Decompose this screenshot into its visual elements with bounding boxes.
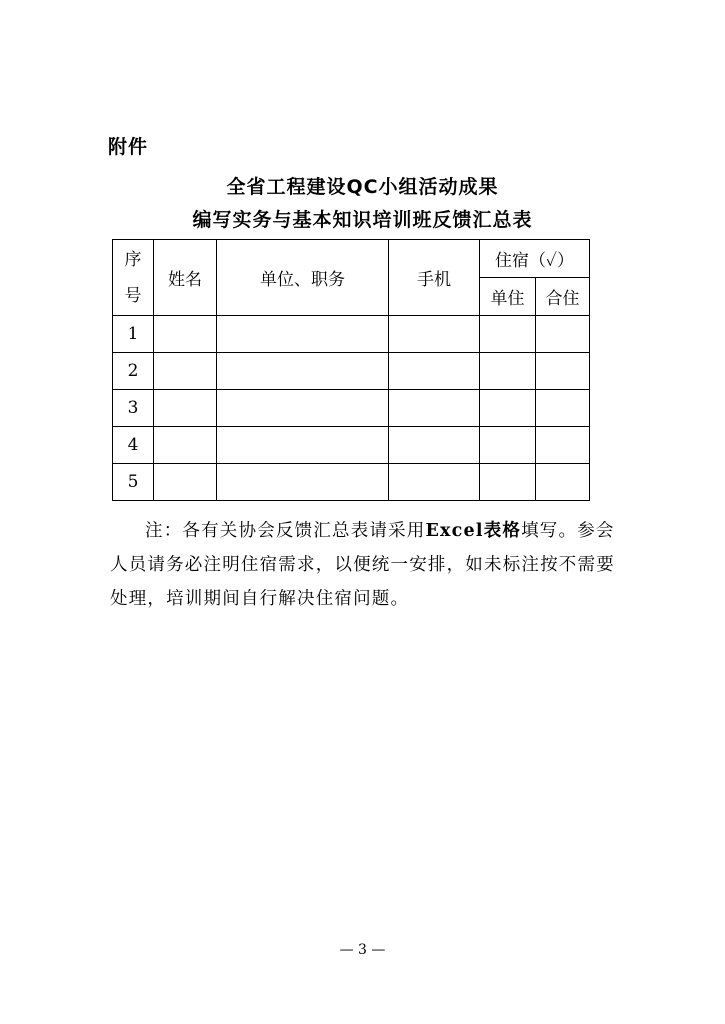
unit-cell[interactable] bbox=[217, 353, 389, 390]
header-seq bbox=[113, 240, 154, 316]
shared-cell[interactable] bbox=[536, 316, 590, 353]
name-cell[interactable] bbox=[154, 316, 217, 353]
unit-cell[interactable] bbox=[217, 427, 389, 464]
shared-cell[interactable] bbox=[536, 464, 590, 501]
header-seq-bottom: 号 bbox=[124, 285, 142, 306]
phone-cell[interactable] bbox=[389, 353, 480, 390]
unit-cell[interactable] bbox=[217, 390, 389, 427]
feedback-table bbox=[112, 239, 590, 501]
note-text-1: 注：各有关协会反馈汇总表请采用 bbox=[145, 521, 426, 541]
header-seq-top: 序 bbox=[124, 249, 142, 270]
seq-cell: 3 bbox=[113, 390, 154, 427]
unit-cell[interactable] bbox=[217, 316, 389, 353]
single-cell[interactable] bbox=[480, 464, 536, 501]
phone-cell[interactable] bbox=[389, 390, 480, 427]
single-cell[interactable] bbox=[480, 353, 536, 390]
table-row bbox=[113, 353, 590, 390]
shared-cell[interactable] bbox=[536, 390, 590, 427]
phone-cell[interactable] bbox=[389, 316, 480, 353]
table-row bbox=[113, 464, 590, 501]
seq-cell: 4 bbox=[113, 427, 154, 464]
single-cell[interactable] bbox=[480, 427, 536, 464]
title-line-1: 全省工程建设QC小组活动成果 bbox=[226, 176, 499, 198]
name-cell[interactable] bbox=[154, 464, 217, 501]
name-cell[interactable] bbox=[154, 353, 217, 390]
unit-cell[interactable] bbox=[217, 464, 389, 501]
header-accommodation: 住宿（✓） bbox=[480, 240, 590, 278]
header-row-1 bbox=[113, 240, 590, 278]
single-cell[interactable] bbox=[480, 316, 536, 353]
attachment-label: 附件 bbox=[108, 136, 149, 158]
note-excel-emphasis: Excel表格 bbox=[425, 521, 522, 541]
shared-cell[interactable] bbox=[536, 353, 590, 390]
page-number: — 3 — bbox=[339, 942, 386, 958]
header-shared: 合住 bbox=[536, 278, 590, 316]
name-cell[interactable] bbox=[154, 427, 217, 464]
seq-cell: 2 bbox=[113, 353, 154, 390]
seq-cell: 5 bbox=[113, 464, 154, 501]
header-unit: 单位、职务 bbox=[217, 240, 389, 316]
name-cell[interactable] bbox=[154, 390, 217, 427]
header-name: 姓名 bbox=[154, 240, 217, 316]
table-row bbox=[113, 390, 590, 427]
table-row bbox=[113, 316, 590, 353]
phone-cell[interactable] bbox=[389, 427, 480, 464]
header-phone: 手机 bbox=[389, 240, 480, 316]
header-single: 单住 bbox=[480, 278, 536, 316]
table-row bbox=[113, 427, 590, 464]
note-paragraph bbox=[110, 514, 615, 616]
shared-cell[interactable] bbox=[536, 427, 590, 464]
title-line-2: 编写实务与基本知识培训班反馈汇总表 bbox=[192, 209, 533, 231]
single-cell[interactable] bbox=[480, 390, 536, 427]
seq-cell: 1 bbox=[113, 316, 154, 353]
phone-cell[interactable] bbox=[389, 464, 480, 501]
note-text-2: 填写。参会人员请务必注明住宿需求，以便统一安排，如未标注按不需要处理，培训期间自行解决住宿问题。 bbox=[110, 521, 615, 609]
